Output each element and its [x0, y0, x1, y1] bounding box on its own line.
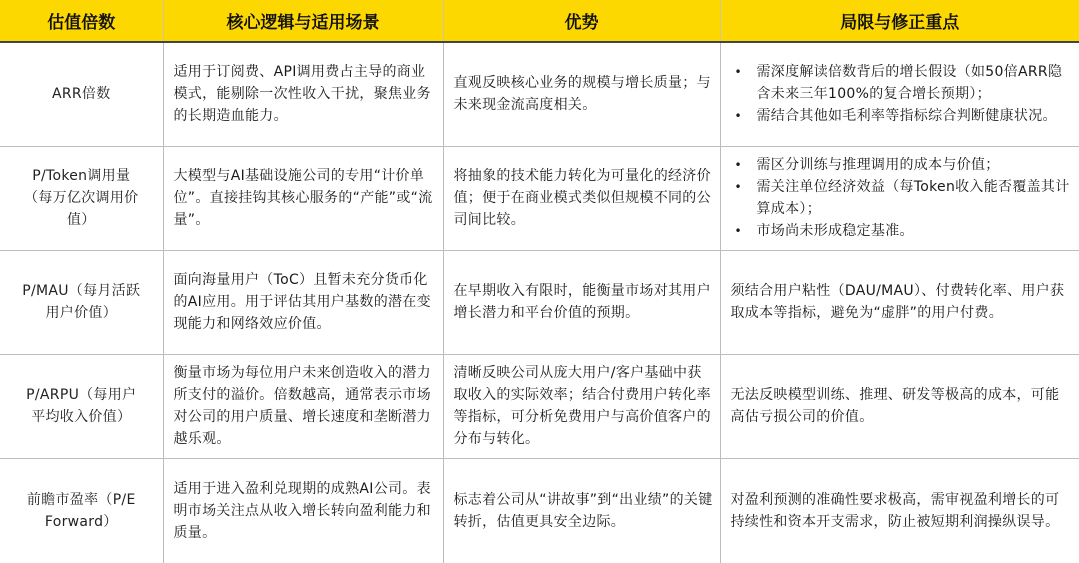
metric-name: P/ARPU（每用户: [26, 387, 137, 403]
limitation-text: 需关注单位经济效益（每Token收入能否覆盖其计算成本）；: [756, 179, 1070, 217]
bullet-icon: •: [734, 158, 742, 172]
metric-name-sub: Forward）: [44, 513, 118, 530]
metric-name-sub: （每万亿次调用价: [24, 190, 139, 206]
metric-name-sub: 值）: [66, 212, 96, 228]
metric-cell: [0, 42, 163, 146]
limitation-text: 需深度解读倍数背后的增长假设（如50倍ARR隐含未来三年100%的复合增长预期）；: [756, 64, 1063, 103]
list-item: [731, 154, 1072, 176]
bullet-icon: •: [734, 65, 742, 80]
limitations-list: [731, 154, 1072, 242]
logic-cell: 适用于进入盈利兑现期的成熟AI公司。表明市场关注点从收入增长转向盈利能力和质量。: [163, 458, 443, 563]
limitations-list: [731, 61, 1072, 127]
header-advantage: 优势: [443, 0, 720, 42]
logic-cell: 面向海量用户（ToC）且暂未充分货币化的AI应用。用于评估其用户基数的潜在变现能力和网络效应价值。: [163, 250, 443, 354]
table-row: [0, 250, 1079, 354]
metric-name: 前瞻市盈率（P/E: [26, 491, 136, 508]
limitation-text: 市场尚未形成稳定基准。: [756, 223, 914, 239]
limitations-cell: 无法反映模型训练、推理、研发等极高的成本，可能高估亏损公司的价值。: [720, 354, 1079, 458]
header-valuation-multiple: 估值倍数: [0, 0, 163, 42]
advantage-cell: 标志着公司从“讲故事”到“出业绩”的关键转折，估值更具安全边际。: [443, 458, 720, 563]
metric-cell: [0, 458, 163, 563]
metric-name-sub: 用户价值）: [45, 305, 117, 321]
table-header-row: [0, 0, 1079, 42]
table-row: [0, 146, 1079, 250]
limitations-cell: [720, 146, 1079, 250]
header-limitations: 局限与修正重点: [720, 0, 1079, 42]
metric-name: P/MAU（每月活跃: [22, 283, 141, 299]
limitations-cell: 对盈利预测的准确性要求极高，需审视盈利增长的可持续性和资本开支需求，防止被短期利润操纵误导。: [730, 491, 1060, 530]
limitation-text: 需区分训练与推理调用的成本与价值；: [756, 157, 1000, 173]
advantage-cell: 清晰反映公司从庞大用户/客户基础中获取收入的实际效率；结合付费用户转化率等指标，可分析免费用户与高价值客户的分布与转化。: [443, 354, 720, 458]
limitation-text: 需结合其他如毛利率等指标综合判断健康状况。: [756, 108, 1057, 125]
metric-name: P/Token调用量: [32, 168, 131, 184]
bullet-icon: •: [734, 109, 742, 124]
list-item: [731, 176, 1072, 220]
header-core-logic: 核心逻辑与适用场景: [163, 0, 443, 42]
advantage-cell: 将抽象的技术能力转化为可量化的经济价值；便于在商业模式类似但规模不同的公司间比较。: [443, 146, 720, 250]
advantage-cell: 在早期收入有限时，能衡量市场对其用户增长潜力和平台价值的预期。: [443, 250, 720, 354]
limitations-cell: [720, 42, 1079, 146]
bullet-icon: •: [734, 180, 742, 194]
list-item: [731, 220, 1072, 242]
metric-name-sub: 平均收入价值）: [31, 409, 132, 425]
bullet-icon: •: [734, 224, 742, 238]
metric-cell: [0, 354, 163, 458]
logic-cell: 适用于订阅费、API调用费占主导的商业模式，能剔除一次性收入干扰，聚焦业务的长期造血能力。: [163, 42, 443, 146]
table-row: [0, 42, 1079, 146]
table-row: [0, 458, 1079, 563]
list-item: [731, 61, 1072, 105]
logic-cell: 衡量市场为每位用户未来创造收入的潜力所支付的溢价。倍数越高，通常表示市场对公司的用户质量、增长速度和垄断潜力越乐观。: [163, 354, 443, 458]
metric-cell: [0, 250, 163, 354]
metric-cell: [0, 146, 163, 250]
list-item: [731, 105, 1072, 127]
limitations-cell: 须结合用户粘性（DAU/MAU）、付费转化率、用户获取成本等指标，避免为“虚胖”的用户付费。: [720, 250, 1079, 354]
logic-cell: 大模型与AI基础设施公司的专用“计价单位”。直接挂钩其核心服务的“产能”或“流量”。: [163, 146, 443, 250]
table-row: [0, 354, 1079, 458]
advantage-cell: 直观反映核心业务的规模与增长质量；与未来现金流高度相关。: [443, 42, 720, 146]
metric-name: ARR倍数: [51, 86, 111, 103]
